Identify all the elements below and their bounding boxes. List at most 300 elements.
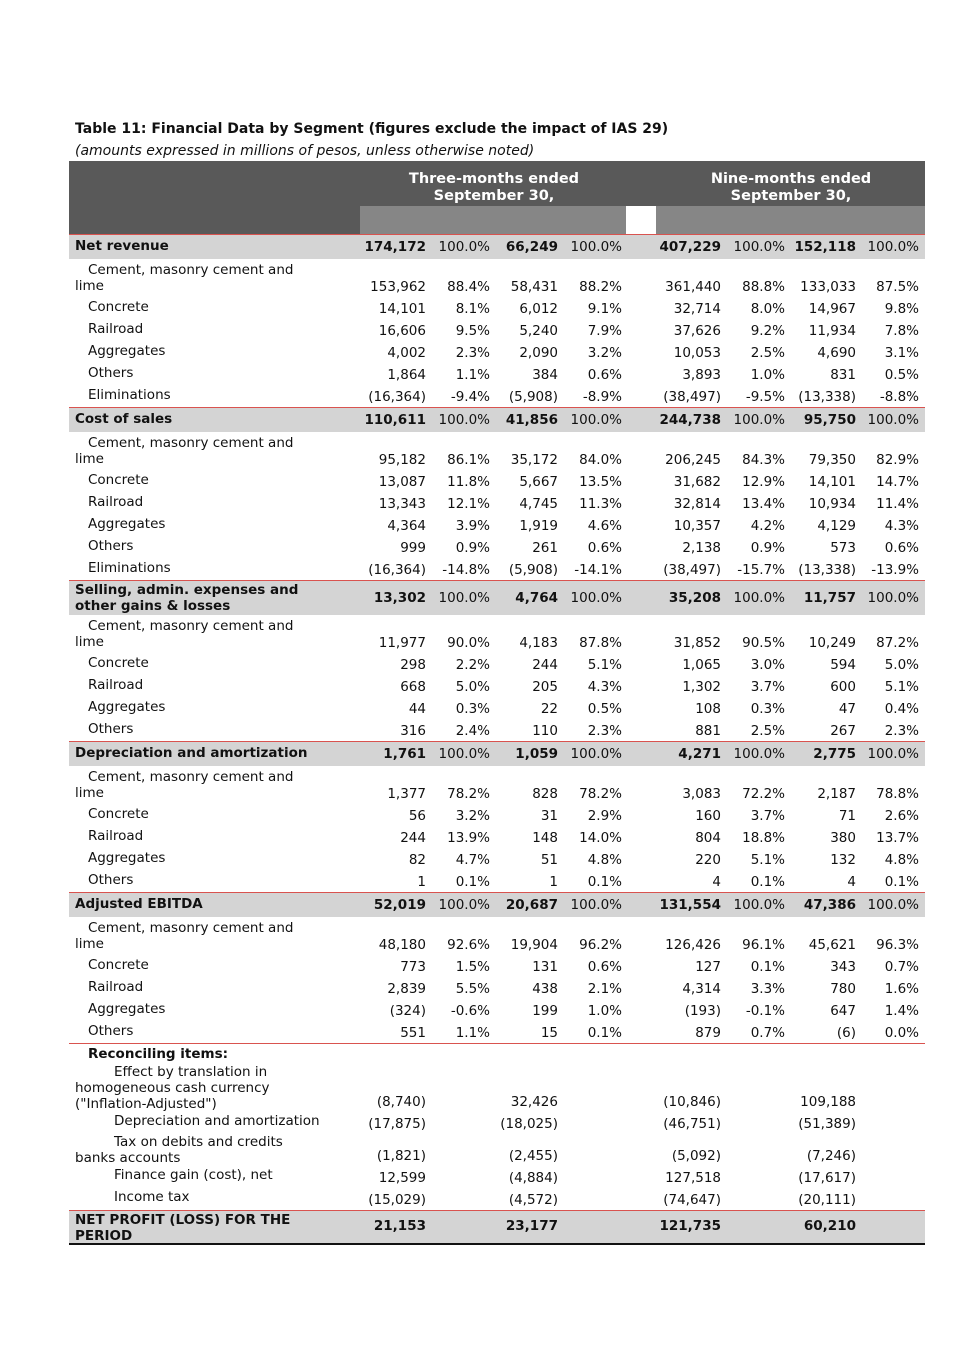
- value-cell: (7,246): [806, 1148, 856, 1164]
- row-label: Aggregates: [88, 343, 166, 359]
- percent-cell: 0.9%: [750, 540, 785, 556]
- table-title: Table 11: Financial Data by Segment (figures exclude the impact of IAS 29): [75, 121, 669, 137]
- value-cell: 5,667: [519, 474, 558, 490]
- percent-cell: 0.0%: [884, 1025, 919, 1041]
- table-row: [69, 1064, 925, 1112]
- percent-cell: 2.9%: [587, 808, 622, 824]
- percent-cell: 100.0%: [733, 412, 785, 428]
- row-label: Others: [88, 872, 134, 888]
- value-cell: 48,180: [378, 937, 426, 953]
- value-cell: (18,025): [500, 1116, 558, 1132]
- value-cell: 384: [532, 367, 558, 383]
- value-cell: (2,455): [508, 1148, 558, 1164]
- percent-cell: 1.1%: [455, 1025, 490, 1041]
- table-row: [69, 492, 925, 514]
- percent-cell: 96.2%: [579, 937, 622, 953]
- row-label: Others: [88, 365, 134, 381]
- value-cell: 10,357: [673, 518, 721, 534]
- value-cell: (6): [836, 1025, 856, 1041]
- percent-cell: 14.0%: [579, 830, 622, 846]
- percent-cell: 12.1%: [447, 496, 490, 512]
- percent-cell: 87.8%: [579, 635, 622, 651]
- percent-cell: 90.5%: [742, 635, 785, 651]
- header-label-block: [69, 206, 360, 234]
- row-label: Aggregates: [88, 699, 166, 715]
- row-label: Tax on debits and credits banks accounts: [75, 1134, 283, 1166]
- value-cell: 133,033: [800, 279, 856, 295]
- percent-cell: 3.7%: [750, 679, 785, 695]
- row-label: Cement, masonry cement and lime: [75, 262, 294, 294]
- percent-cell: 2.1%: [587, 981, 622, 997]
- value-cell: 11,977: [378, 635, 426, 651]
- percent-cell: 88.4%: [447, 279, 490, 295]
- financial-table: [69, 161, 925, 1245]
- row-label: Aggregates: [88, 1001, 166, 1017]
- percent-cell: 0.1%: [587, 1025, 622, 1041]
- percent-cell: 92.6%: [447, 937, 490, 953]
- value-cell: 132: [830, 852, 856, 868]
- table-row: [69, 1166, 925, 1188]
- value-cell: 2,839: [387, 981, 426, 997]
- percent-cell: 3.7%: [750, 808, 785, 824]
- value-cell: 19,904: [510, 937, 558, 953]
- percent-cell: 2.5%: [750, 345, 785, 361]
- value-cell: 21,153: [373, 1218, 426, 1234]
- table-row: [69, 235, 925, 259]
- percent-cell: 0.6%: [587, 540, 622, 556]
- value-cell: 2,775: [813, 746, 856, 762]
- percent-cell: 5.0%: [884, 657, 919, 673]
- value-cell: 1,059: [515, 746, 558, 762]
- value-cell: 343: [830, 959, 856, 975]
- value-cell: 999: [400, 540, 426, 556]
- percent-cell: 0.6%: [587, 959, 622, 975]
- value-cell: 361,440: [665, 279, 721, 295]
- table-row: [69, 297, 925, 319]
- percent-cell: 100.0%: [867, 590, 919, 606]
- value-cell: 37,626: [673, 323, 721, 339]
- table-row: [69, 766, 925, 804]
- percent-cell: 100.0%: [438, 746, 490, 762]
- percent-cell: 5.1%: [884, 679, 919, 695]
- percent-cell: 7.8%: [884, 323, 919, 339]
- row-label: Railroad: [88, 494, 144, 510]
- table-subtitle: (amounts expressed in millions of pesos, unless otherwise noted): [75, 143, 535, 159]
- value-cell: (193): [684, 1003, 721, 1019]
- row-label: Adjusted EBITDA: [75, 896, 203, 912]
- value-cell: 127: [695, 959, 721, 975]
- value-cell: 174,172: [364, 239, 426, 255]
- percent-cell: 0.4%: [884, 701, 919, 717]
- value-cell: 4,314: [682, 981, 721, 997]
- value-cell: 79,350: [808, 452, 856, 468]
- value-cell: 44: [408, 701, 426, 717]
- row-label: Cement, masonry cement and lime: [75, 920, 294, 952]
- table-row: [69, 999, 925, 1021]
- table-row: [69, 536, 925, 558]
- row-label: Concrete: [88, 472, 149, 488]
- percent-cell: 100.0%: [570, 412, 622, 428]
- header-nine-months: Nine-months ended September 30,: [710, 171, 872, 204]
- row-label: Eliminations: [88, 560, 171, 576]
- value-cell: 56: [408, 808, 426, 824]
- percent-cell: 87.2%: [876, 635, 919, 651]
- value-cell: (8,740): [376, 1094, 426, 1110]
- value-cell: 23,177: [505, 1218, 558, 1234]
- percent-cell: 3.9%: [455, 518, 490, 534]
- table-row: [69, 848, 925, 870]
- value-cell: 11,757: [803, 590, 856, 606]
- value-cell: 47: [838, 701, 856, 717]
- value-cell: 95,750: [803, 412, 856, 428]
- table-row: [69, 319, 925, 341]
- percent-cell: -9.4%: [450, 389, 490, 405]
- table-row: [69, 955, 925, 977]
- value-cell: 110,611: [364, 412, 426, 428]
- percent-cell: -13.9%: [871, 562, 919, 578]
- value-cell: (51,389): [798, 1116, 856, 1132]
- percent-cell: 2.6%: [884, 808, 919, 824]
- table-row: [69, 514, 925, 536]
- value-cell: 16,606: [378, 323, 426, 339]
- percent-cell: 8.1%: [455, 301, 490, 317]
- value-cell: (17,875): [368, 1116, 426, 1132]
- percent-cell: 13.5%: [579, 474, 622, 490]
- value-cell: 110: [532, 723, 558, 739]
- value-cell: 20,687: [505, 897, 558, 913]
- value-cell: (38,497): [663, 562, 721, 578]
- table-row: [69, 826, 925, 848]
- value-cell: 407,229: [659, 239, 721, 255]
- value-cell: 71: [838, 808, 856, 824]
- percent-cell: 14.7%: [876, 474, 919, 490]
- row-label: Others: [88, 721, 134, 737]
- percent-cell: 2.3%: [587, 723, 622, 739]
- percent-cell: 0.7%: [884, 959, 919, 975]
- value-cell: 1,864: [387, 367, 426, 383]
- percent-cell: 78.2%: [447, 786, 490, 802]
- value-cell: 804: [695, 830, 721, 846]
- value-cell: (17,617): [798, 1170, 856, 1186]
- value-cell: 45,621: [808, 937, 856, 953]
- row-label: Concrete: [88, 299, 149, 315]
- value-cell: 1: [417, 874, 426, 890]
- value-cell: 780: [830, 981, 856, 997]
- percent-cell: 86.1%: [447, 452, 490, 468]
- header-gap: [626, 206, 656, 234]
- table-row: [69, 470, 925, 492]
- row-label: Aggregates: [88, 850, 166, 866]
- table-row: [69, 615, 925, 653]
- percent-cell: -8.8%: [879, 389, 919, 405]
- percent-cell: 96.1%: [742, 937, 785, 953]
- percent-cell: 90.0%: [447, 635, 490, 651]
- value-cell: 131: [532, 959, 558, 975]
- percent-cell: 100.0%: [438, 590, 490, 606]
- percent-cell: 100.0%: [867, 746, 919, 762]
- value-cell: 152,118: [794, 239, 856, 255]
- percent-cell: 0.1%: [884, 874, 919, 890]
- percent-cell: 0.6%: [587, 367, 622, 383]
- value-cell: 131,554: [659, 897, 721, 913]
- percent-cell: 1.5%: [455, 959, 490, 975]
- row-label: Others: [88, 1023, 134, 1039]
- row-label: Railroad: [88, 828, 144, 844]
- value-cell: 831: [830, 367, 856, 383]
- value-cell: 10,249: [808, 635, 856, 651]
- value-cell: 4: [712, 874, 721, 890]
- table-row: [69, 653, 925, 675]
- value-cell: (10,846): [663, 1094, 721, 1110]
- percent-cell: 100.0%: [570, 897, 622, 913]
- table-row: [69, 341, 925, 363]
- value-cell: 4,002: [387, 345, 426, 361]
- percent-cell: 4.2%: [750, 518, 785, 534]
- percent-cell: 9.8%: [884, 301, 919, 317]
- value-cell: 1,761: [383, 746, 426, 762]
- value-cell: 153,962: [370, 279, 426, 295]
- percent-cell: 12.9%: [742, 474, 785, 490]
- row-label: Net revenue: [75, 238, 169, 254]
- table-row: [69, 917, 925, 955]
- value-cell: 4: [847, 874, 856, 890]
- percent-cell: 11.8%: [447, 474, 490, 490]
- row-label: Selling, admin. expenses and other gains & losses: [75, 582, 299, 614]
- table-row: [69, 363, 925, 385]
- percent-cell: 4.3%: [884, 518, 919, 534]
- value-cell: 31: [540, 808, 558, 824]
- value-cell: 2,090: [519, 345, 558, 361]
- value-cell: 10,053: [673, 345, 721, 361]
- value-cell: 2,187: [817, 786, 856, 802]
- value-cell: 244,738: [659, 412, 721, 428]
- percent-cell: 78.2%: [579, 786, 622, 802]
- percent-cell: 7.9%: [587, 323, 622, 339]
- percent-cell: 3.2%: [455, 808, 490, 824]
- value-cell: 551: [400, 1025, 426, 1041]
- value-cell: 60,210: [803, 1218, 856, 1234]
- table-row: [69, 580, 925, 615]
- value-cell: 32,814: [673, 496, 721, 512]
- value-cell: 1,065: [682, 657, 721, 673]
- percent-cell: 1.1%: [455, 367, 490, 383]
- percent-cell: 3.2%: [587, 345, 622, 361]
- row-label: Reconciling items:: [88, 1046, 229, 1062]
- percent-cell: 100.0%: [733, 239, 785, 255]
- row-label: Depreciation and amortization: [75, 745, 308, 761]
- percent-cell: 84.0%: [579, 452, 622, 468]
- value-cell: (16,364): [368, 562, 426, 578]
- percent-cell: 13.4%: [742, 496, 785, 512]
- percent-cell: 9.1%: [587, 301, 622, 317]
- value-cell: 4,745: [519, 496, 558, 512]
- percent-cell: 78.8%: [876, 786, 919, 802]
- value-cell: 31,682: [673, 474, 721, 490]
- percent-cell: 100.0%: [867, 897, 919, 913]
- row-label: Cement, masonry cement and lime: [75, 435, 294, 467]
- percent-cell: 2.3%: [884, 723, 919, 739]
- table-row: [69, 558, 925, 580]
- percent-cell: -9.5%: [745, 389, 785, 405]
- row-label: Eliminations: [88, 387, 171, 403]
- row-label: Income tax: [114, 1189, 190, 1205]
- value-cell: 199: [532, 1003, 558, 1019]
- value-cell: 879: [695, 1025, 721, 1041]
- value-cell: (5,092): [671, 1148, 721, 1164]
- value-cell: (5,908): [508, 389, 558, 405]
- percent-cell: 100.0%: [733, 897, 785, 913]
- table-row: [69, 675, 925, 697]
- row-label: Concrete: [88, 655, 149, 671]
- header-three-months: Three-months ended September 30,: [408, 171, 580, 204]
- percent-cell: 82.9%: [876, 452, 919, 468]
- value-cell: 82: [408, 852, 426, 868]
- table-row: [69, 1210, 925, 1245]
- percent-cell: 0.1%: [750, 874, 785, 890]
- value-cell: 15: [540, 1025, 558, 1041]
- value-cell: (38,497): [663, 389, 721, 405]
- percent-cell: 4.7%: [455, 852, 490, 868]
- percent-cell: 100.0%: [733, 590, 785, 606]
- table-row: [69, 892, 925, 917]
- value-cell: 10,934: [808, 496, 856, 512]
- value-cell: (46,751): [663, 1116, 721, 1132]
- value-cell: 31,852: [673, 635, 721, 651]
- value-cell: 35,172: [510, 452, 558, 468]
- value-cell: 14,967: [808, 301, 856, 317]
- value-cell: 66,249: [505, 239, 558, 255]
- value-cell: 1,377: [387, 786, 426, 802]
- table-row: [69, 977, 925, 999]
- value-cell: 148: [532, 830, 558, 846]
- value-cell: 121,735: [659, 1218, 721, 1234]
- value-cell: 32,714: [673, 301, 721, 317]
- value-cell: 32,426: [510, 1094, 558, 1110]
- table-body: [69, 235, 925, 1245]
- percent-cell: 4.6%: [587, 518, 622, 534]
- value-cell: (16,364): [368, 389, 426, 405]
- value-cell: 5,240: [519, 323, 558, 339]
- table-row: [69, 1134, 925, 1166]
- row-label: Cost of sales: [75, 411, 173, 427]
- percent-cell: -14.8%: [442, 562, 490, 578]
- percent-cell: 0.1%: [455, 874, 490, 890]
- percent-cell: 84.3%: [742, 452, 785, 468]
- percent-cell: 100.0%: [570, 239, 622, 255]
- percent-cell: 100.0%: [733, 746, 785, 762]
- value-cell: 244: [532, 657, 558, 673]
- percent-cell: 9.2%: [750, 323, 785, 339]
- percent-cell: 100.0%: [867, 412, 919, 428]
- value-cell: 205: [532, 679, 558, 695]
- percent-cell: -8.9%: [582, 389, 622, 405]
- percent-cell: 87.5%: [876, 279, 919, 295]
- value-cell: 220: [695, 852, 721, 868]
- value-cell: (324): [389, 1003, 426, 1019]
- percent-cell: 2.3%: [455, 345, 490, 361]
- value-cell: 14,101: [808, 474, 856, 490]
- table-row: [69, 1044, 925, 1064]
- value-cell: (4,884): [508, 1170, 558, 1186]
- value-cell: 12,599: [378, 1170, 426, 1186]
- value-cell: (4,572): [508, 1192, 558, 1208]
- value-cell: 4,129: [817, 518, 856, 534]
- table-row: [69, 719, 925, 741]
- row-label: Concrete: [88, 806, 149, 822]
- value-cell: (13,338): [798, 389, 856, 405]
- percent-cell: 1.6%: [884, 981, 919, 997]
- percent-cell: 3.3%: [750, 981, 785, 997]
- percent-cell: 1.0%: [750, 367, 785, 383]
- percent-cell: 8.0%: [750, 301, 785, 317]
- percent-cell: 11.3%: [579, 496, 622, 512]
- value-cell: (15,029): [368, 1192, 426, 1208]
- value-cell: 4,271: [678, 746, 721, 762]
- percent-cell: 4.8%: [587, 852, 622, 868]
- value-cell: 4,183: [519, 635, 558, 651]
- value-cell: 13,302: [373, 590, 426, 606]
- value-cell: 4,364: [387, 518, 426, 534]
- percent-cell: 4.8%: [884, 852, 919, 868]
- value-cell: 600: [830, 679, 856, 695]
- percent-cell: 0.1%: [750, 959, 785, 975]
- percent-cell: 13.9%: [447, 830, 490, 846]
- value-cell: 1,302: [682, 679, 721, 695]
- percent-cell: 2.5%: [750, 723, 785, 739]
- value-cell: 13,087: [378, 474, 426, 490]
- percent-cell: 5.5%: [455, 981, 490, 997]
- value-cell: 35,208: [668, 590, 721, 606]
- percent-cell: 11.4%: [876, 496, 919, 512]
- percent-cell: 5.1%: [587, 657, 622, 673]
- value-cell: 11,934: [808, 323, 856, 339]
- row-label: Concrete: [88, 957, 149, 973]
- percent-cell: -14.1%: [574, 562, 622, 578]
- percent-cell: 0.5%: [587, 701, 622, 717]
- value-cell: 298: [400, 657, 426, 673]
- percent-cell: 9.5%: [455, 323, 490, 339]
- value-cell: 109,188: [800, 1094, 856, 1110]
- table-row: [69, 432, 925, 470]
- percent-cell: 0.7%: [750, 1025, 785, 1041]
- table-row: [69, 697, 925, 719]
- value-cell: 51: [540, 852, 558, 868]
- table-row: [69, 407, 925, 432]
- value-cell: 647: [830, 1003, 856, 1019]
- value-cell: 3,083: [682, 786, 721, 802]
- value-cell: 47,386: [803, 897, 856, 913]
- value-cell: 3,893: [682, 367, 721, 383]
- value-cell: 2,138: [682, 540, 721, 556]
- value-cell: 206,245: [665, 452, 721, 468]
- row-label: Others: [88, 538, 134, 554]
- percent-cell: -0.6%: [450, 1003, 490, 1019]
- table-row: [69, 1188, 925, 1210]
- value-cell: 244: [400, 830, 426, 846]
- row-label: Railroad: [88, 979, 144, 995]
- table-row: [69, 385, 925, 407]
- table-row: [69, 1112, 925, 1134]
- percent-cell: 100.0%: [438, 239, 490, 255]
- percent-cell: 5.1%: [750, 852, 785, 868]
- percent-cell: 100.0%: [438, 412, 490, 428]
- percent-cell: 88.8%: [742, 279, 785, 295]
- value-cell: (13,338): [798, 562, 856, 578]
- percent-cell: 2.2%: [455, 657, 490, 673]
- value-cell: 594: [830, 657, 856, 673]
- percent-cell: 0.5%: [884, 367, 919, 383]
- value-cell: 438: [532, 981, 558, 997]
